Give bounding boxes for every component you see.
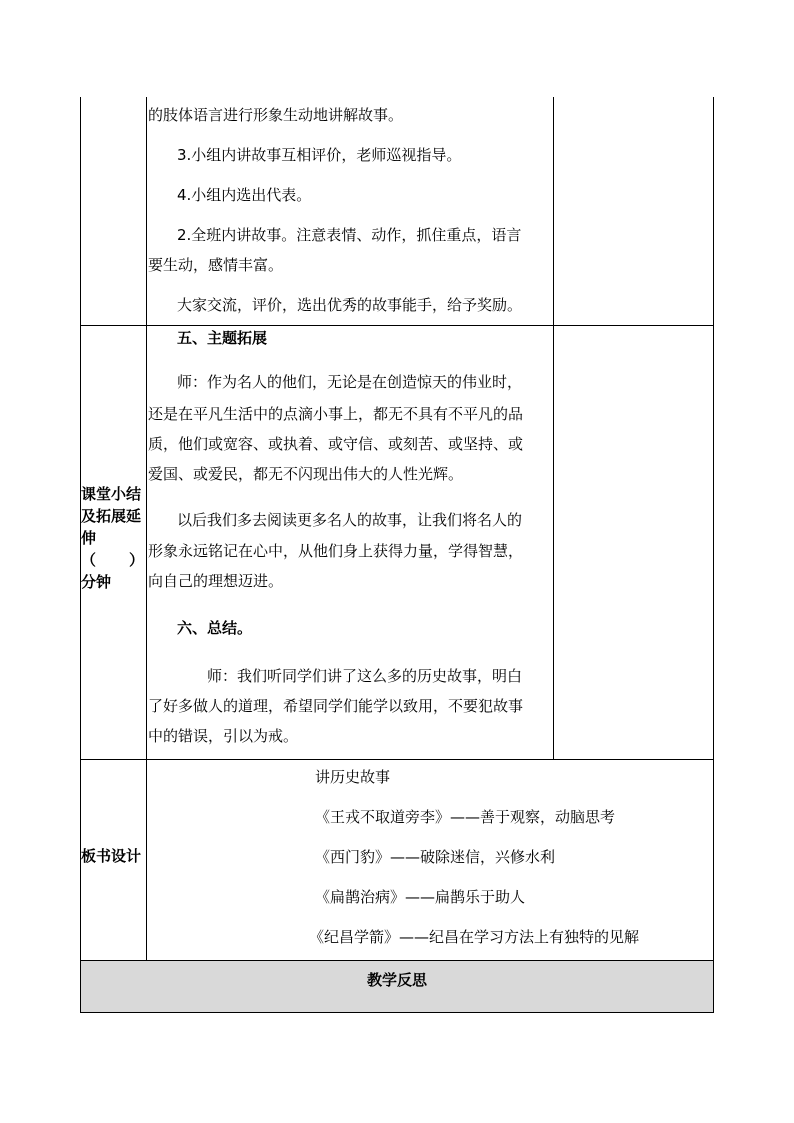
activity-line: 的肢体语言进行形象生动地讲解故事。	[148, 106, 404, 124]
activity-line: 4.小组内选出代表。	[177, 186, 312, 204]
section-heading-conclusion: 六、总结。	[177, 619, 253, 637]
board-item: 《西门豹》——破除迷信，兴修水利	[315, 848, 556, 866]
activity-line: 2.全班内讲故事。注意表情、动作，抓住重点，语言	[177, 226, 522, 244]
summary-paragraph-line: 中的错误，引以为戒。	[148, 727, 299, 745]
activity-line: 大家交流，评价，选出优秀的故事能手，给予奖励。	[177, 296, 523, 314]
summary-paragraph-line: 形象永远铭记在心中，从他们身上获得力量，学得智慧，	[148, 542, 524, 560]
section-heading-expansion: 五、主题拓展	[177, 329, 268, 347]
board-item: 《扁鹊治病》——扁鹊乐于助人	[315, 888, 526, 906]
board-item: 《王戎不取道旁李》——善于观察，动脑思考	[315, 808, 616, 826]
summary-label-line: （ ）	[81, 551, 146, 569]
row-divider-3	[80, 960, 714, 961]
column-divider-notes	[553, 97, 554, 759]
teaching-reflection-heading: 教学反思	[367, 971, 428, 989]
activity-line: 3.小组内讲故事互相评价，老师巡视指导。	[177, 146, 462, 164]
summary-paragraph-line: 了好多做人的道理，希望同学们能学以致用，不要犯故事	[148, 697, 524, 715]
summary-paragraph-line: 爱国、或爱民，都无不闪现出伟大的人性光辉。	[148, 465, 464, 483]
summary-label-line: 及拓展延	[81, 507, 142, 525]
summary-paragraph-line: 师：作为名人的他们，无论是在创造惊天的伟业时，	[177, 373, 523, 391]
summary-paragraph-line: 还是在平凡生活中的点滴小事上，都无不具有不平凡的品	[148, 405, 524, 423]
row-divider-1	[80, 325, 714, 326]
summary-paragraph-line: 质，他们或宽容、或执着、或守信、或刻苦、或坚持、或	[148, 435, 524, 453]
summary-label-line: 伸	[81, 529, 97, 547]
table-right-border	[713, 97, 714, 1013]
board-title: 讲历史故事	[315, 768, 391, 786]
board-design-label: 板书设计	[81, 847, 142, 865]
table-bottom-border	[80, 1012, 714, 1013]
summary-paragraph-line: 以后我们多去阅读更多名人的故事，让我们将名人的	[177, 511, 523, 529]
summary-paragraph-line: 向自己的理想迈进。	[148, 572, 284, 590]
summary-label-line: 课堂小结	[81, 485, 142, 503]
row-divider-2	[80, 759, 714, 760]
summary-label-line: 分钟	[81, 573, 112, 591]
activity-line: 要生动，感情丰富。	[148, 256, 284, 274]
column-divider-label	[146, 97, 147, 960]
board-item: 《纪昌学箭》——纪昌在学习方法上有独特的见解	[309, 928, 640, 946]
summary-paragraph-line: 师：我们听同学们讲了这么多的历史故事，明白	[207, 667, 523, 685]
